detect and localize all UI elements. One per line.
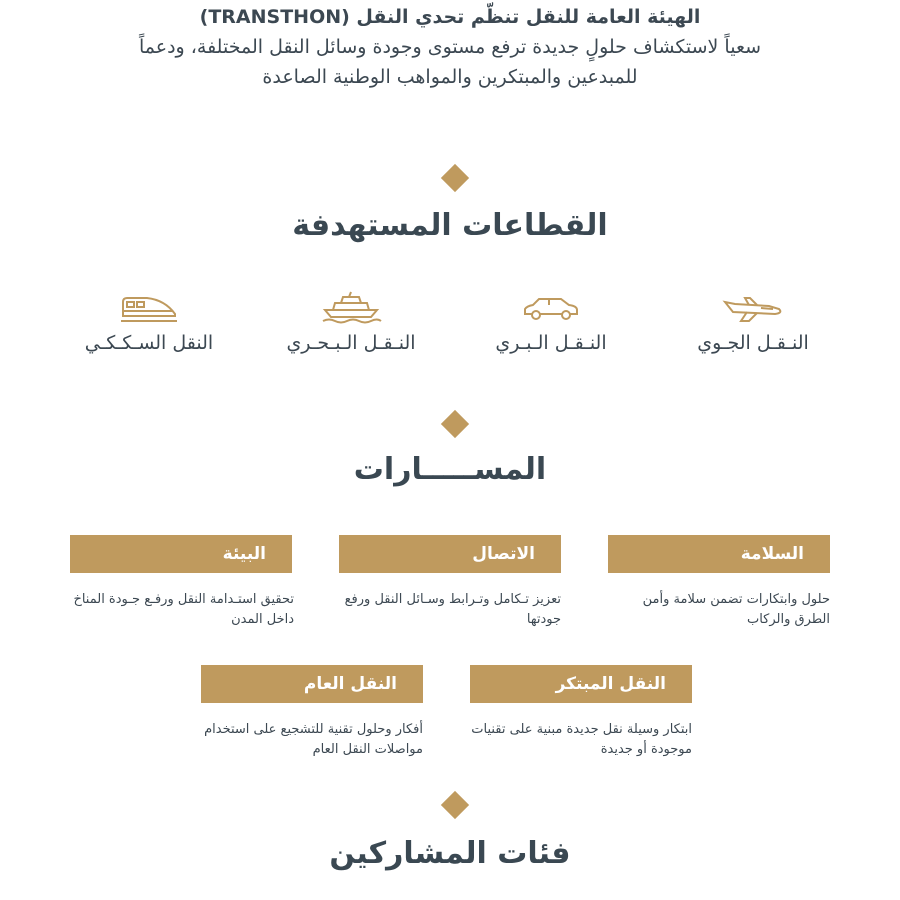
intro-line-2: سعياً لاستكشاف حلولٍ جديدة ترفع مستوى وجودة وسائل النقل المختلفة، ودعماً — [138, 36, 762, 58]
sectors-title: القطاعات المستهدفة — [292, 208, 608, 243]
section-diamond-icon — [441, 164, 469, 192]
track-title: السلامة — [740, 544, 804, 564]
section-diamond-icon — [441, 410, 469, 438]
sector-label: النـقـل الجـوي — [697, 332, 809, 354]
track-environment-desc: تحقيق استـدامة النقل ورفـع جـودة المناخ داخل المدن — [73, 592, 294, 627]
track-title: الاتصال — [472, 544, 535, 564]
track-environment-header — [70, 535, 292, 573]
track-connectivity-desc: تعزيز تـكامل وتـرابط وسـائل النقل ورفع جودتها — [344, 592, 561, 627]
ship-icon — [319, 290, 383, 324]
track-innovative-header — [470, 665, 692, 703]
track-public-transport-header — [201, 665, 423, 703]
track-title: النقل العام — [303, 674, 397, 694]
track-safety-header — [608, 535, 830, 573]
track-safety-desc: حلول وابتكارات تضمن سلامة وأمن الطرق والركاب — [642, 592, 830, 627]
intro-text — [40, 2, 860, 92]
track-innovative-desc: ابتكار وسيلة نقل جديدة مبنية على تقنيات موجودة أو جديدة — [471, 722, 692, 757]
intro-heading: الهيئة العامة للنقل تنظّم تحدي النقل (TRANSTHON) — [199, 6, 701, 28]
sector-label: النـقـل الـبـري — [495, 332, 607, 354]
sector-rail — [54, 294, 244, 354]
sector-label: النـقـل الـبـحـري — [286, 332, 416, 354]
airplane-icon — [721, 294, 785, 324]
track-connectivity-header — [339, 535, 561, 573]
participants-title: فئات المشاركين — [329, 836, 571, 871]
track-public-transport-desc: أفكار وحلول تقنية للتشجيع على استخدام مواصلات النقل العام — [204, 722, 423, 757]
track-title: النقل المبتكر — [555, 674, 666, 694]
section-diamond-icon — [441, 791, 469, 819]
track-title: البيئة — [222, 544, 266, 564]
intro-line-3: للمبدعين والمبتكرين والمواهب الوطنية الصاعدة — [262, 66, 638, 88]
sector-label: النقل السـكـكـي — [84, 332, 214, 354]
train-icon — [117, 294, 181, 324]
sector-air — [658, 294, 848, 354]
sector-sea — [256, 290, 446, 354]
sector-land — [456, 294, 646, 354]
tracks-title: المســـــارات — [353, 452, 547, 487]
car-icon — [519, 294, 583, 324]
